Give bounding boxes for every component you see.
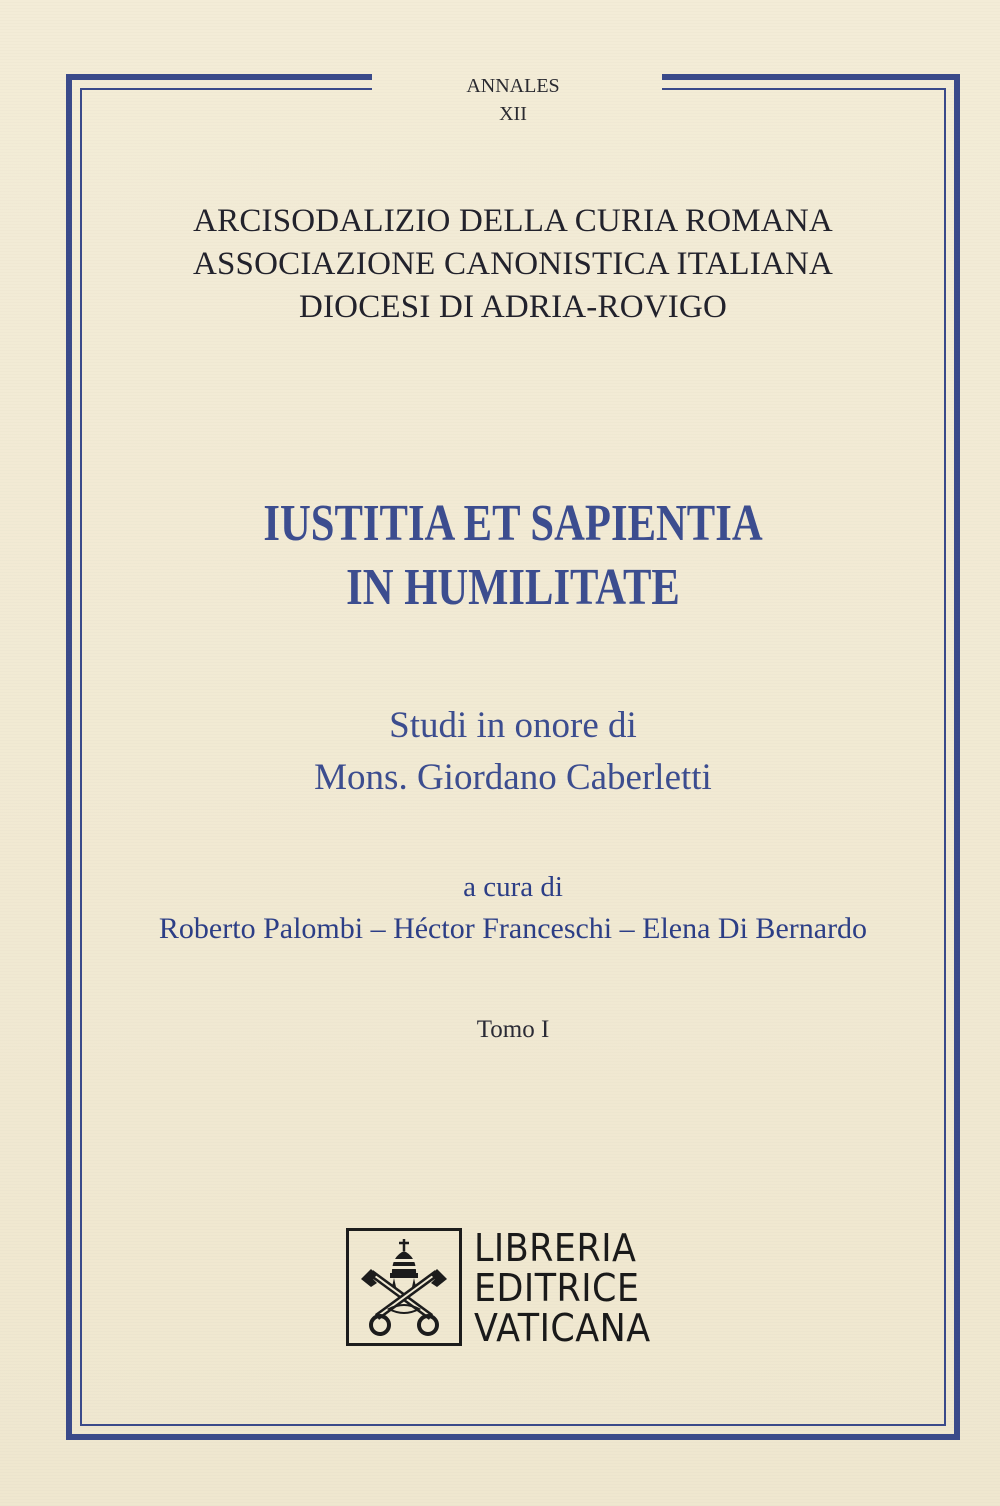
papal-keys-tiara-icon	[349, 1231, 459, 1343]
series-volume: XII	[499, 103, 527, 125]
book-subtitle	[80, 700, 946, 804]
publisher-line: VATICANA	[474, 1306, 651, 1350]
subtitle-line: Mons. Giordano Caberletti	[314, 757, 712, 798]
book-title	[158, 492, 868, 620]
organizations	[80, 200, 946, 329]
organization-line: ASSOCIAZIONE CANONISTICA ITALIANA	[192, 246, 834, 282]
publisher-name	[474, 1228, 666, 1348]
title-line: IUSTITIA ET SAPIENTIA	[263, 495, 763, 552]
editors-names: Roberto Palombi – Héctor Franceschi – Elena Di Bernardo	[158, 912, 868, 945]
editors-label: a cura di	[463, 871, 563, 903]
subtitle-line: Studi in onore di	[389, 705, 637, 746]
series-label	[80, 72, 946, 128]
publisher-line: EDITRICE	[474, 1266, 640, 1310]
organization-line: ARCISODALIZIO DELLA CURIA ROMANA	[193, 203, 833, 239]
tome-label: Tomo I	[476, 1016, 550, 1043]
organization-line: DIOCESI DI ADRIA-ROVIGO	[298, 289, 728, 325]
publisher-line: LIBRERIA	[474, 1226, 637, 1270]
publisher-logo	[346, 1228, 462, 1346]
title-line: IN HUMILITATE	[346, 559, 680, 616]
series-name: ANNALES	[466, 75, 560, 97]
